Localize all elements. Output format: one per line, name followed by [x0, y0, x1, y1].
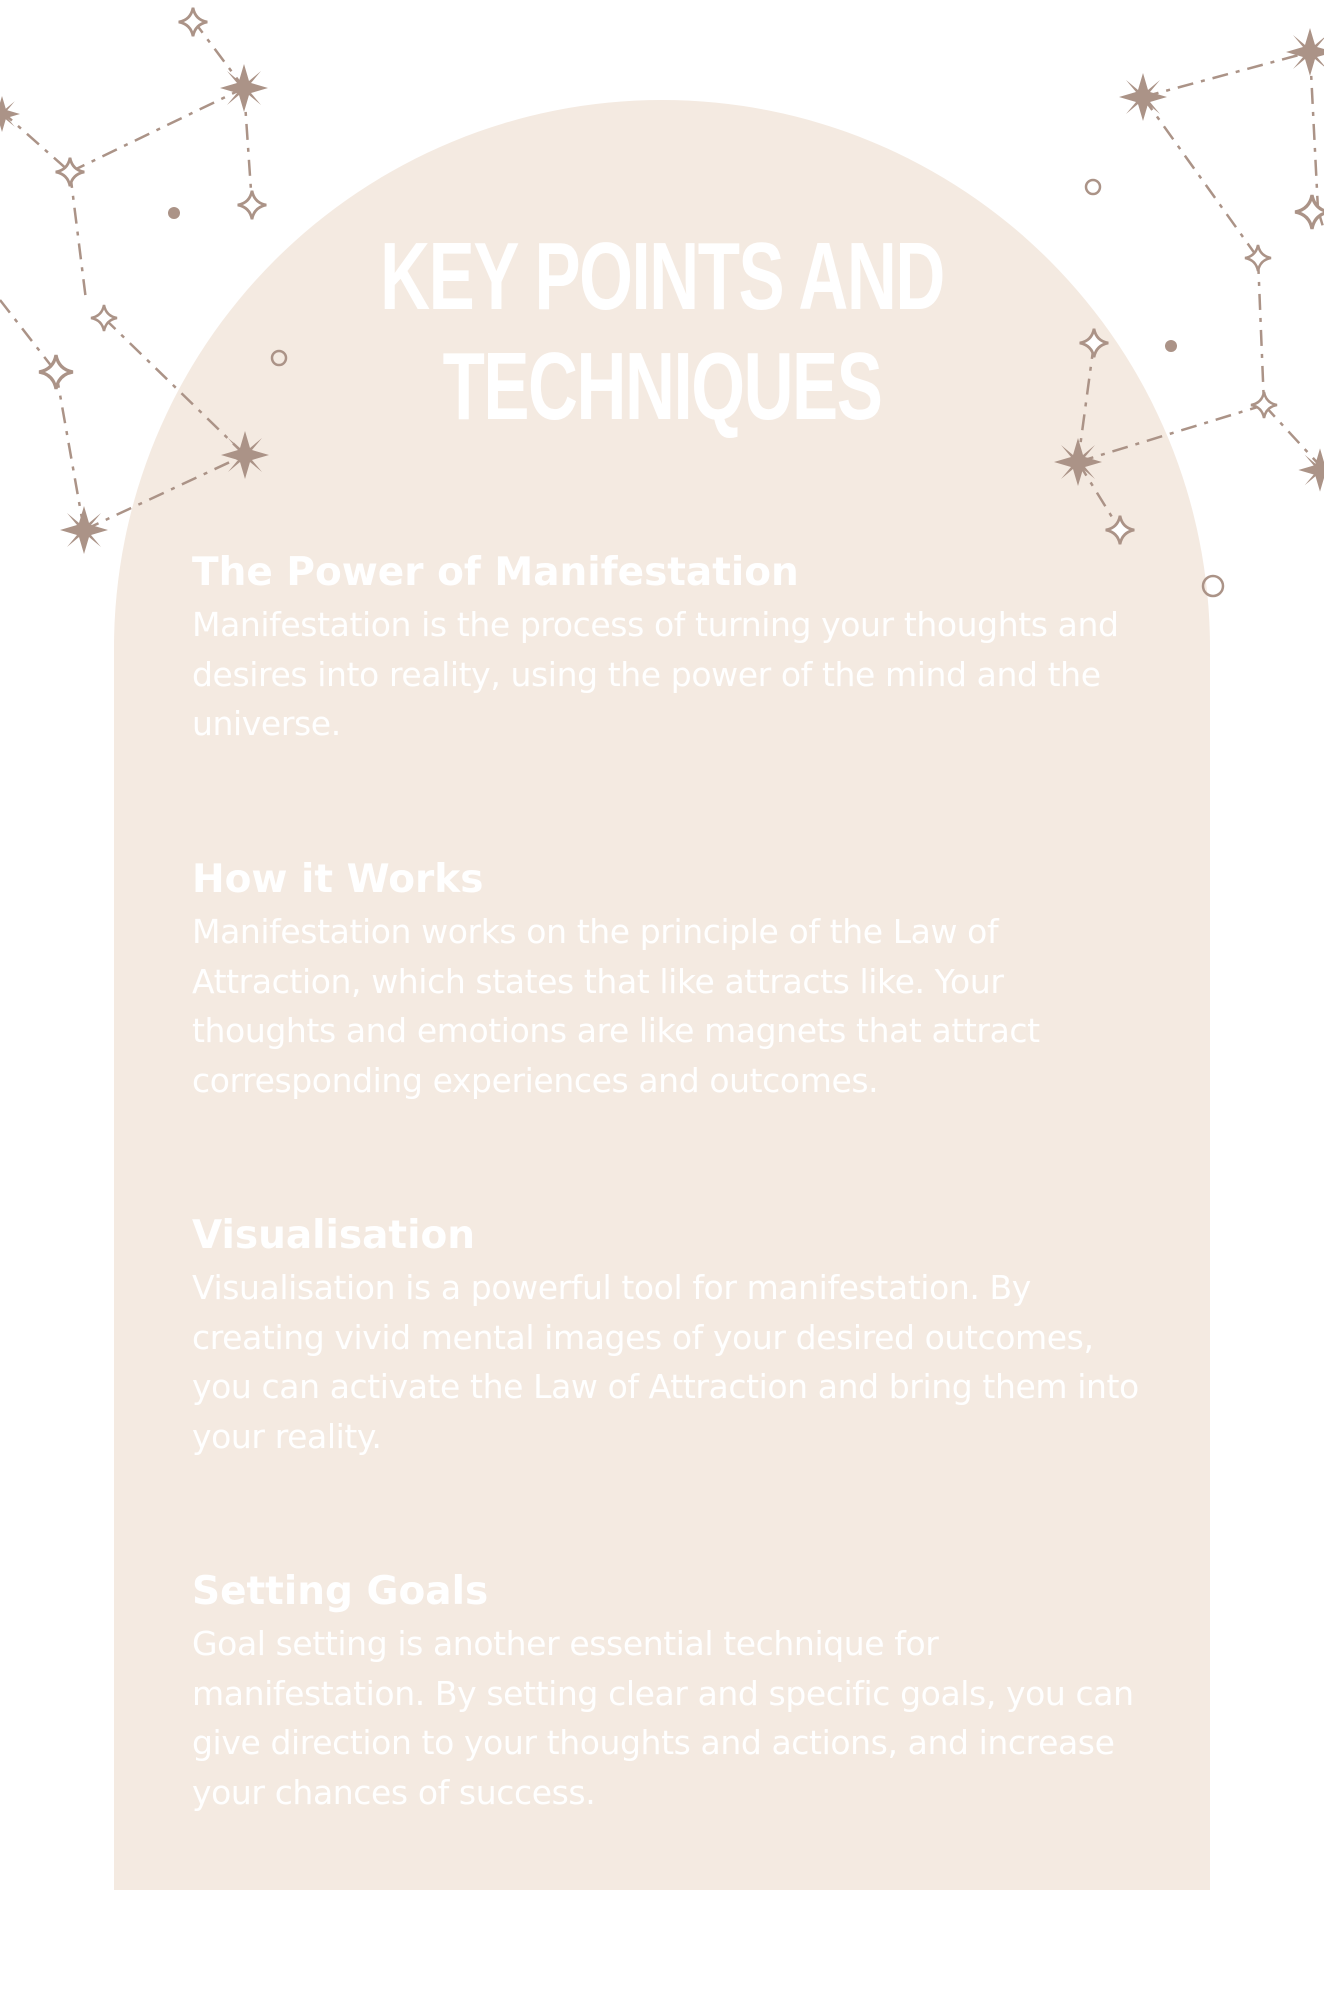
section-setting-goals: [192, 1565, 1152, 1817]
section-heading: Visualisation: [192, 1213, 475, 1258]
section-how-it-works: [192, 853, 1152, 1105]
section-heading: How it Works: [192, 857, 484, 902]
title-line-1: KEY POINTS AND: [380, 223, 944, 330]
title-line-2: TECHNIQUES: [442, 333, 882, 440]
section-heading: Setting Goals: [192, 1569, 489, 1614]
section-heading: The Power of Manifestation: [192, 550, 799, 595]
section-power-of-manifestation: [192, 546, 1152, 749]
section-body: Visualisation is a powerful tool for manifestation. By creating vivid mental images of your desired outcomes, you can activate the Law of Attraction and bring them into your reality.: [192, 1268, 1139, 1456]
section-body: Manifestation is the process of turning your thoughts and desires into reality, using the power of the mind and the universe.: [192, 605, 1119, 743]
section-body: Manifestation works on the principle of the Law of Attraction, which states that like attracts like. Your thoughts and emotions are like magnets that attract corresponding experiences and outcomes.: [192, 912, 1040, 1100]
section-body: Goal setting is another essential technique for manifestation. By setting clear and specific goals, you can give direction to your thoughts and actions, and increase your chances of success.: [192, 1624, 1134, 1812]
section-visualisation: [192, 1209, 1152, 1461]
page-title: [267, 222, 1056, 442]
